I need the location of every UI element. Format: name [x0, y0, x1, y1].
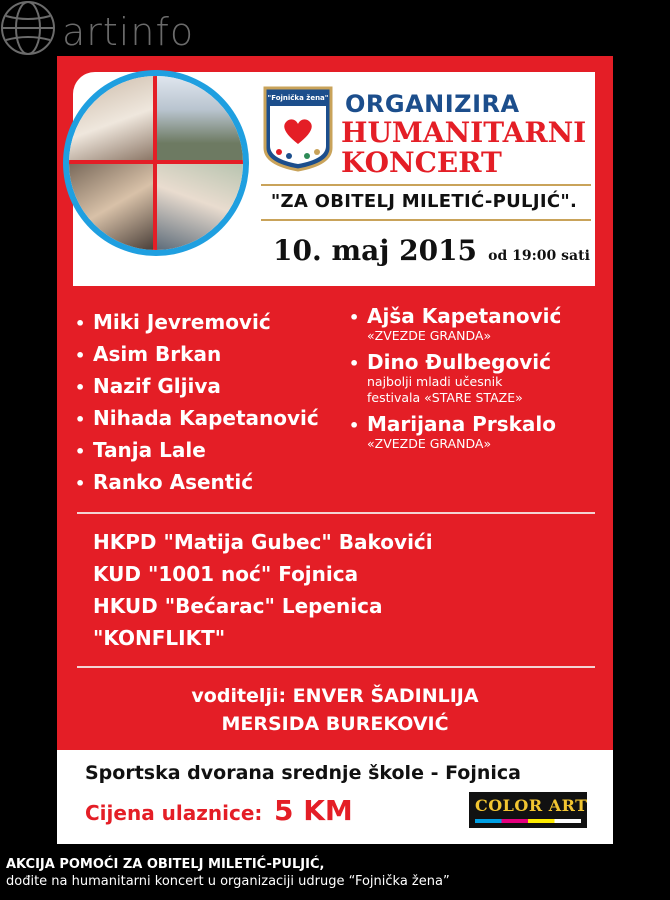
event-title-line-2: KONCERT	[341, 146, 502, 179]
performer-note: «ZVEZDE GRANDA»	[367, 436, 492, 451]
sponsor-color-bar	[475, 819, 581, 823]
event-title	[341, 118, 586, 178]
venue-card	[57, 750, 613, 844]
event-date-time: od 19:00 sati	[488, 248, 590, 264]
performer-name: Nazif Gljiva	[93, 374, 221, 398]
poster-header-card	[73, 72, 595, 286]
organizer-badge-icon	[263, 86, 333, 172]
event-date	[273, 234, 590, 267]
family-photo-1	[69, 76, 153, 160]
performer-item: • Nihada Kapetanović	[75, 406, 319, 430]
caption-title: AKCIJA POMOĆI ZA OBITELJ MILETIĆ-PULJIĆ,	[6, 857, 325, 872]
performer-name: Nihada Kapetanović	[93, 406, 319, 430]
performer-item: • Miki Jevremović	[75, 310, 271, 334]
performer-note: festivala «STARE STAZE»	[367, 390, 523, 405]
performer-name: Marijana Prskalo	[367, 412, 556, 436]
section-divider	[77, 666, 595, 668]
group-item: "KONFLIKT"	[93, 626, 226, 650]
family-photo-collage	[63, 70, 249, 256]
ticket-price	[85, 794, 353, 827]
section-divider	[77, 512, 595, 514]
family-photo-3	[69, 164, 153, 250]
event-title-line-1: HUMANITARNI	[341, 116, 587, 149]
performer-note: «ZVEZDE GRANDA»	[367, 328, 492, 343]
groups-list	[93, 526, 433, 654]
venue-text: Sportska dvorana srednje škole - Fojnica	[85, 762, 521, 784]
price-value: 5 KM	[273, 794, 353, 827]
performer-name: Dino Đulbegović	[367, 350, 551, 374]
family-photo-2	[157, 76, 243, 160]
performers-right-column	[349, 304, 561, 458]
gold-divider-top	[261, 184, 591, 186]
performer-name: Ajša Kapetanović	[367, 304, 562, 328]
performers-left-column	[75, 310, 319, 502]
globe-icon	[0, 0, 56, 56]
site-name: artinfo	[62, 10, 195, 54]
performer-item: • Nazif Gljiva	[75, 374, 221, 398]
caption-text: dođite na humanitarni koncert u organizaciji udruge “Fojnička žena”	[6, 874, 450, 889]
hosts-line-2: MERSIDA BUREKOVIĆ	[221, 713, 449, 735]
performer-item: • Asim Brkan	[75, 342, 222, 366]
organizer-line: ORGANIZIRA	[345, 90, 520, 118]
performer-item: • Dino Đulbegović najbolji mladi učesnik festivala «STARE STAZE»	[349, 350, 561, 406]
price-label: Cijena ulaznice:	[85, 801, 263, 825]
performer-item: • Marijana Prskalo «ZVEZDE GRANDA»	[349, 412, 561, 452]
hosts	[57, 682, 613, 738]
concert-poster	[57, 56, 613, 844]
performer-name: Miki Jevremović	[93, 310, 271, 334]
hosts-line-1: voditelji: ENVER ŠADINLIJA	[191, 685, 479, 707]
performer-name: Ranko Asentić	[93, 470, 254, 494]
group-item: HKPD "Matija Gubec" Bakovići	[93, 530, 433, 554]
event-subtitle: "ZA OBITELJ MILETIĆ-PULJIĆ".	[270, 191, 578, 212]
svg-text:"Fojnička žena": "Fojnička žena"	[267, 94, 329, 102]
site-logo[interactable]	[0, 0, 240, 56]
performer-name: Tanja Lale	[93, 438, 206, 462]
image-caption	[6, 856, 450, 890]
sponsor-logo	[469, 792, 587, 828]
performer-name: Asim Brkan	[93, 342, 222, 366]
group-item: KUD "1001 noć" Fojnica	[93, 562, 359, 586]
event-date-main: 10. maj 2015	[273, 234, 478, 267]
performer-item: • Tanja Lale	[75, 438, 206, 462]
performer-note: najbolji mladi učesnik	[367, 374, 503, 389]
family-photo-4	[157, 164, 243, 250]
performer-item: • Ranko Asentić	[75, 470, 254, 494]
performer-item: • Ajša Kapetanović «ZVEZDE GRANDA»	[349, 304, 562, 343]
group-item: HKUD "Bećarac" Lepenica	[93, 594, 383, 618]
sponsor-name: COLOR ART	[475, 796, 588, 815]
gold-divider-bottom	[261, 219, 591, 221]
